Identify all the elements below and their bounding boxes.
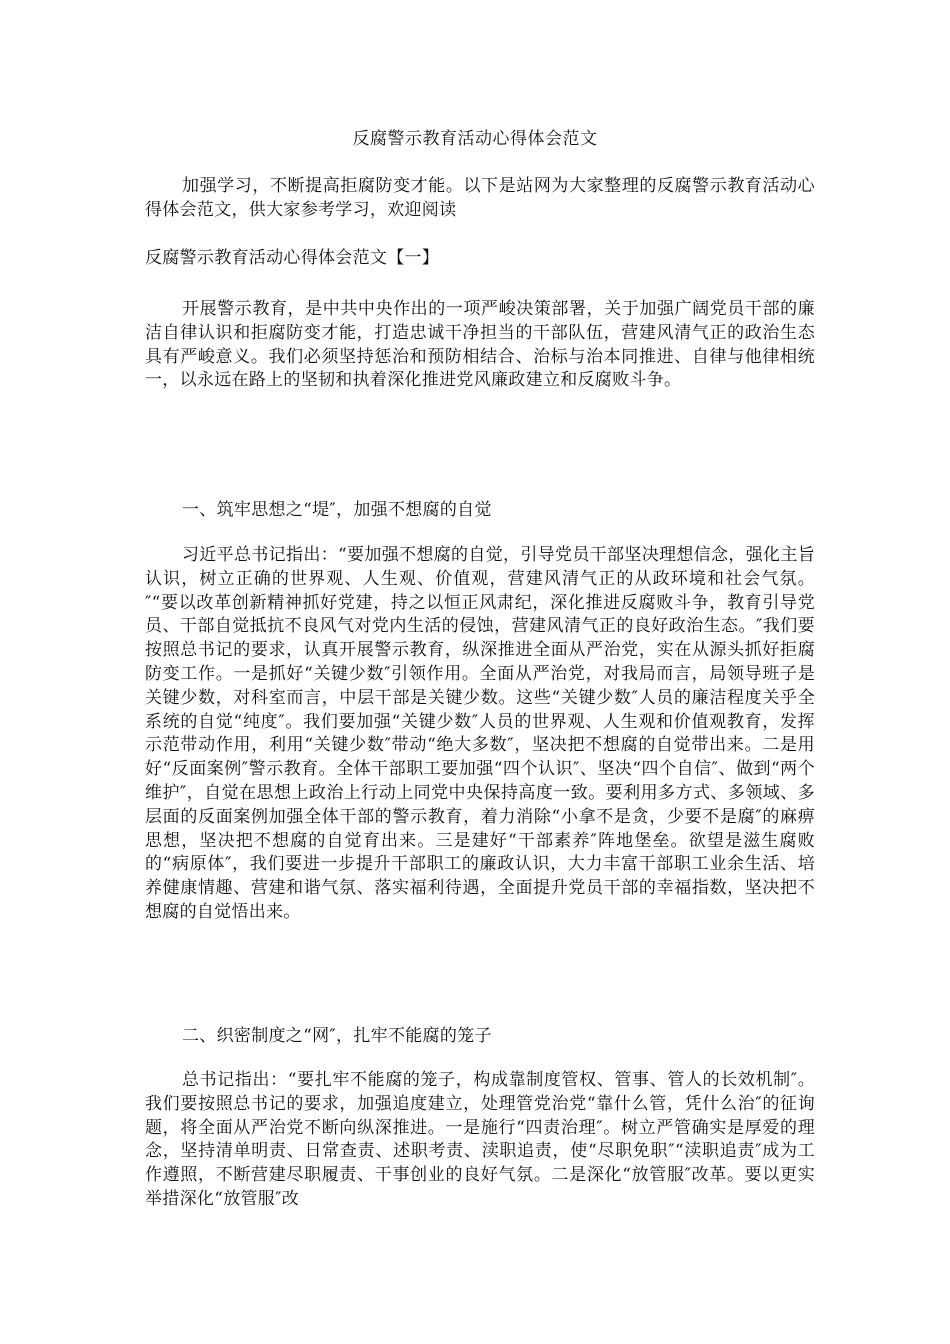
document-title: 反腐警示教育活动心得体会范文 — [352, 129, 598, 149]
subtitle: 反腐警示教育活动心得体会范文【一】 — [145, 248, 440, 268]
paragraph-1: 开展警示教育，是中共中央作出的一项严峻决策部署，关于加强广阔党员干部的廉洁自律认识和拒腐防变才能，打造忠诚干净担当的干部队伍，营建风清气正的政治生态具有严峻意义。我们必须坚持惩治和预防相结合、治标与治本同推进、自律与他律相统一，以永远在路上的坚韧和执着深化推进党风廉政建立和反腐败斗争。 — [145, 299, 815, 391]
intro-paragraph: 加强学习，不断提高拒腐防变才能。以下是站网为大家整理的反腐警示教育活动心得体会范文，供大家参考学习，欢迎阅读 — [145, 176, 815, 220]
paragraph-2: 习近平总书记指出：“要加强不想腐的自觉，引导党员干部坚决理想信念，强化主旨认识，树立正确的世界观、人生观、价值观，营建风清气正的从政环境和社会气氛。″“要以改革创新精神抓好党建，持之以恒正风肃纪，深化推进反腐败斗争，教育引导党员、干部自觉抵抗不良风气对党内生活的侵蚀，营建风清气正的良好政治生态。″我们要按照总书记的要求，认真开展警示教育，纵深推进全面从严治党，实在从源头抓好拒腐防变工作。一是抓好“关键少数″引领作用。全面从严治党，对我局而言，局领导班子是关键少数，对科室而言，中层干部是关键少数。这些“关键少数″人员的廉洁程度关乎全系统的自觉“纯度″。我们要加强“关键少数″人员的世界观、人生观和价值观教育，发挥示范带动作用，利用“关键少数″带动“绝大多数″，坚决把不想腐的自觉带出来。二是用好“反面案例″警示教育。全体干部职工要加强“四个认识″、坚决“四个自信″、做到“两个维护″，自觉在思想上政治上行动上同党中央保持高度一致。要利用多方式、多领域、多层面的反面案例加强全体干部的警示教育，着力消除“小拿不是贪，少要不是腐″的麻痹思想，坚决把不想腐的自觉育出来。三是建好“干部素养″阵地堡垒。欲望是滋生腐败的“病原体″，我们要进一步提升干部职工的廉政认识，大力丰富干部职工业余生活、培养健康情趣、营建和谐气氛、落实福利待遇，全面提升党员干部的幸福指数，坚决把不想腐的自觉悟出来。 — [145, 545, 815, 922]
paragraph-3: 总书记指出：“要扎牢不能腐的笼子，构成靠制度管权、管事、管人的长效机制″。我们要按照总书记的要求，加强追度建立，处理管党治党“靠什么管，凭什么治″的征询题，将全面从严治党不断向纵深推进。一是施行“四责治理″。树立严管确实是厚爱的理念，坚持清单明责、日常查责、述职考责、渎职追责，使“尽职免职″“渎职追责″成为工作遵照，不断营建尽职履责、干事创业的良好气氛。二是深化“放管服″改革。要以更实举措深化“放管服″改 — [145, 1070, 815, 1209]
section-1-heading: 一、筑牢思想之“堤″，加强不想腐的自觉 — [182, 500, 492, 520]
section-2-heading: 二、织密制度之“网″，扎牢不能腐的笼子 — [182, 1026, 492, 1046]
